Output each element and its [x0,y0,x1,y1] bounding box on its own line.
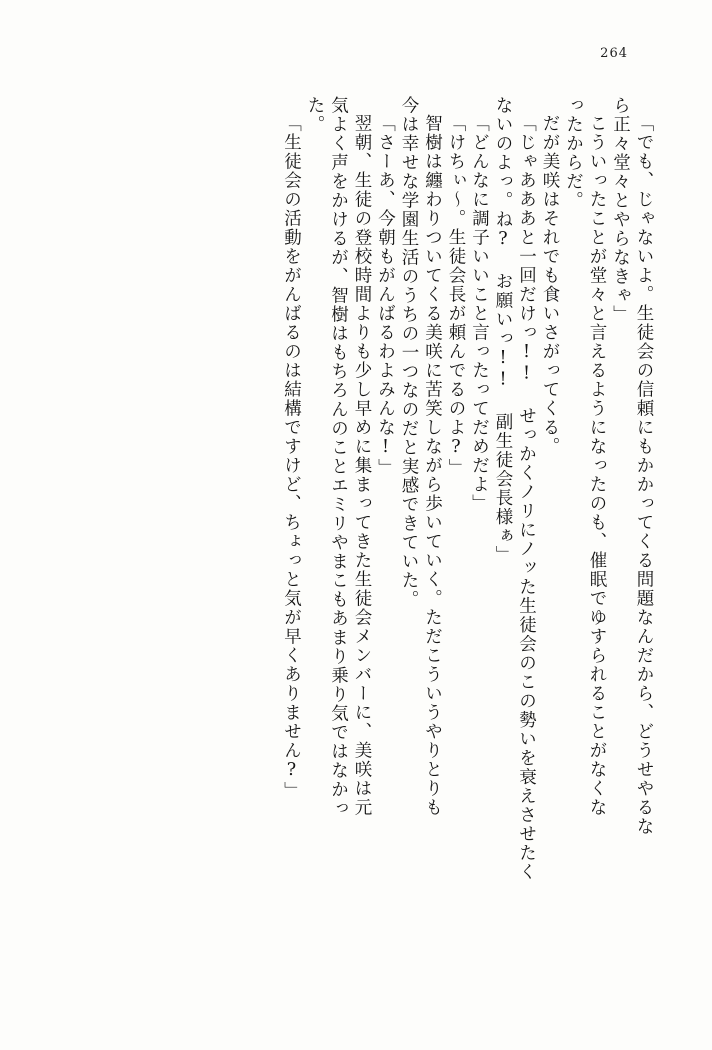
text-line: た。 [305,96,325,134]
text-line: 翌朝、生徒の登校時間よりも少し早めに集まってきた生徒会メンバーに、美咲は元 [352,114,372,817]
text-line: 「じゃあああと一回だけっ!! せっかくノリにノッた生徒会のこの勢いを衰えさせたく [516,114,537,882]
text-line: 「さーあ、今朝もがんばるわよみんな!」 [375,114,396,478]
text-line: だが美咲はそれでも食いさがってくる。 [540,114,560,456]
vertical-text-body [52,96,652,976]
text-line: こういったことが堂々と言えるようになったのも、催眠でゆすられることがなくな [587,114,607,817]
text-line: 今は幸せな学園生活のうちの一つなのだと実感できていた。 [399,96,419,609]
text-line: ないのよっ。ね? お願いっ!! 副生徒会長様ぁ」 [493,96,513,565]
text-line: 「でも、じゃないよ。生徒会の信頼にもかかってくる問題なんだから、どうせやるな [634,114,654,836]
page-number: 264 [600,46,628,61]
text-line: 「どんなに調子いいこと言ったってだめだよ」 [469,114,490,513]
text-line: 気よく声をかけるが、智樹はもちろんのことエミリやまこもあまり乗り気ではなかっ [328,96,349,818]
text-line: ら正々堂々とやらなきゃ」 [610,96,631,324]
text-line: ったからだ。 [563,96,584,210]
text-line: 「生徒会の活動をがんばるのは結構ですけど、ちょっと気が早くありません?」 [281,114,302,801]
text-line: 智樹は纏わりついてくる美咲に苦笑しながら歩いていく。ただこういうやりとりも [422,114,443,817]
text-line: 「けちぃ〜。生徒会長が頼んでるのよ?」 [446,114,466,478]
